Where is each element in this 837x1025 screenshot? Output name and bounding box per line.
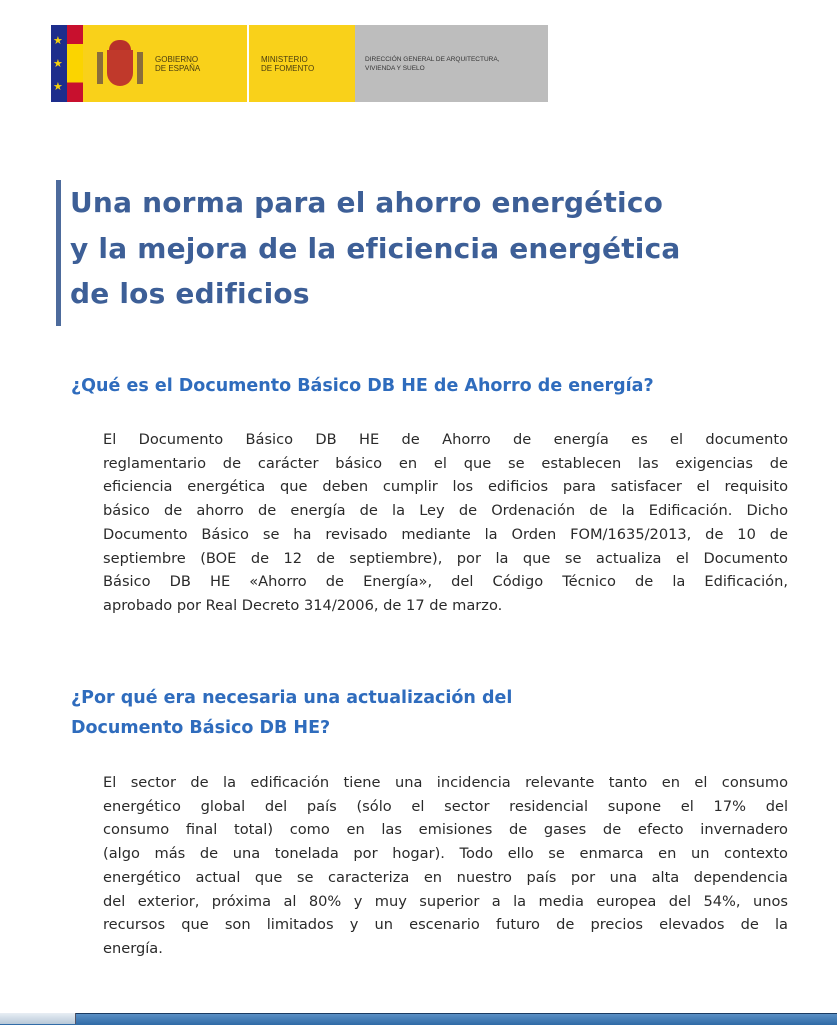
direccion-line: VIVIENDA Y SUELO <box>365 64 425 72</box>
text-line: energía. <box>103 939 163 957</box>
heading-line: ¿Por qué era necesaria una actualización del <box>71 688 513 708</box>
text-line: recursos que son limitados y un escenario futuro de precios elevados de la <box>103 916 788 934</box>
taskbar <box>0 1013 837 1025</box>
text-line: consumo final total) como en las emisiones de gases de efecto invernadero <box>103 821 788 839</box>
gobierno-block <box>83 25 247 102</box>
flag-icon: ★ ★ ★ <box>51 25 83 102</box>
text-line: básico de ahorro de energía de la Ley de Ordenación de la Edificación. Dicho <box>103 502 788 520</box>
text-line: (algo más de una tonelada por hogar). Todo ello se enmarca en un contexto <box>103 845 788 863</box>
section-heading: ¿Qué es el Documento Básico DB HE de Ahorro de energía? <box>71 376 654 396</box>
text-line: septiembre (BOE de 12 de septiembre), por la que se actualiza el Documento <box>103 549 788 567</box>
text-line: aprobado por Real Decreto 314/2006, de 17 de marzo. <box>103 596 503 614</box>
text-line: energético actual que se caracteriza en nuestro país por una alta dependencia <box>103 868 788 886</box>
gobierno-line: GOBIERNO <box>155 54 199 64</box>
ministerio-line: MINISTERIO <box>261 54 308 64</box>
title-line: de los edificios <box>70 277 310 310</box>
text-line: Documento Básico se ha revisado mediante la Orden FOM/1635/2013, de 10 de <box>103 525 788 543</box>
title-line: Una norma para el ahorro energético <box>70 186 664 219</box>
text-line: energético global del país (sólo el sector residencial supone el 17% del <box>103 797 788 815</box>
government-logo <box>51 25 548 102</box>
start-button[interactable] <box>0 1013 76 1024</box>
text-line: reglamentario de carácter básico en el que se establecen las exigencias de <box>103 454 788 472</box>
ministerio-block <box>247 25 355 102</box>
title-accent-bar <box>56 180 61 326</box>
text-line: del exterior, próxima al 80% y muy superior a la media europea del 54%, unos <box>103 892 788 910</box>
ministerio-line: DE FOMENTO <box>261 63 315 73</box>
title-line: y la mejora de la eficiencia energética <box>70 231 681 265</box>
direccion-block <box>355 25 548 102</box>
section2-paragraph <box>103 771 788 961</box>
text-line: El Documento Básico DB HE de Ahorro de energía es el documento <box>103 431 788 448</box>
gobierno-line: DE ESPAÑA <box>155 63 201 73</box>
coat-of-arms-icon <box>97 38 143 90</box>
heading-line: Documento Básico DB HE? <box>71 718 331 738</box>
text-line: eficiencia energética que deben cumplir los edificios para satisfacer el requisito <box>103 478 788 496</box>
text-line: El sector de la edificación tiene una incidencia relevante tanto en el consumo <box>103 774 788 791</box>
section1-paragraph <box>103 428 788 618</box>
section-heading <box>71 683 512 743</box>
text-line: Básico DB HE «Ahorro de Energía», del Código Técnico de la Edificación, <box>103 573 788 591</box>
page-title <box>70 180 680 317</box>
direccion-line: DIRECCIÓN GENERAL DE ARQUITECTURA, <box>365 55 500 63</box>
